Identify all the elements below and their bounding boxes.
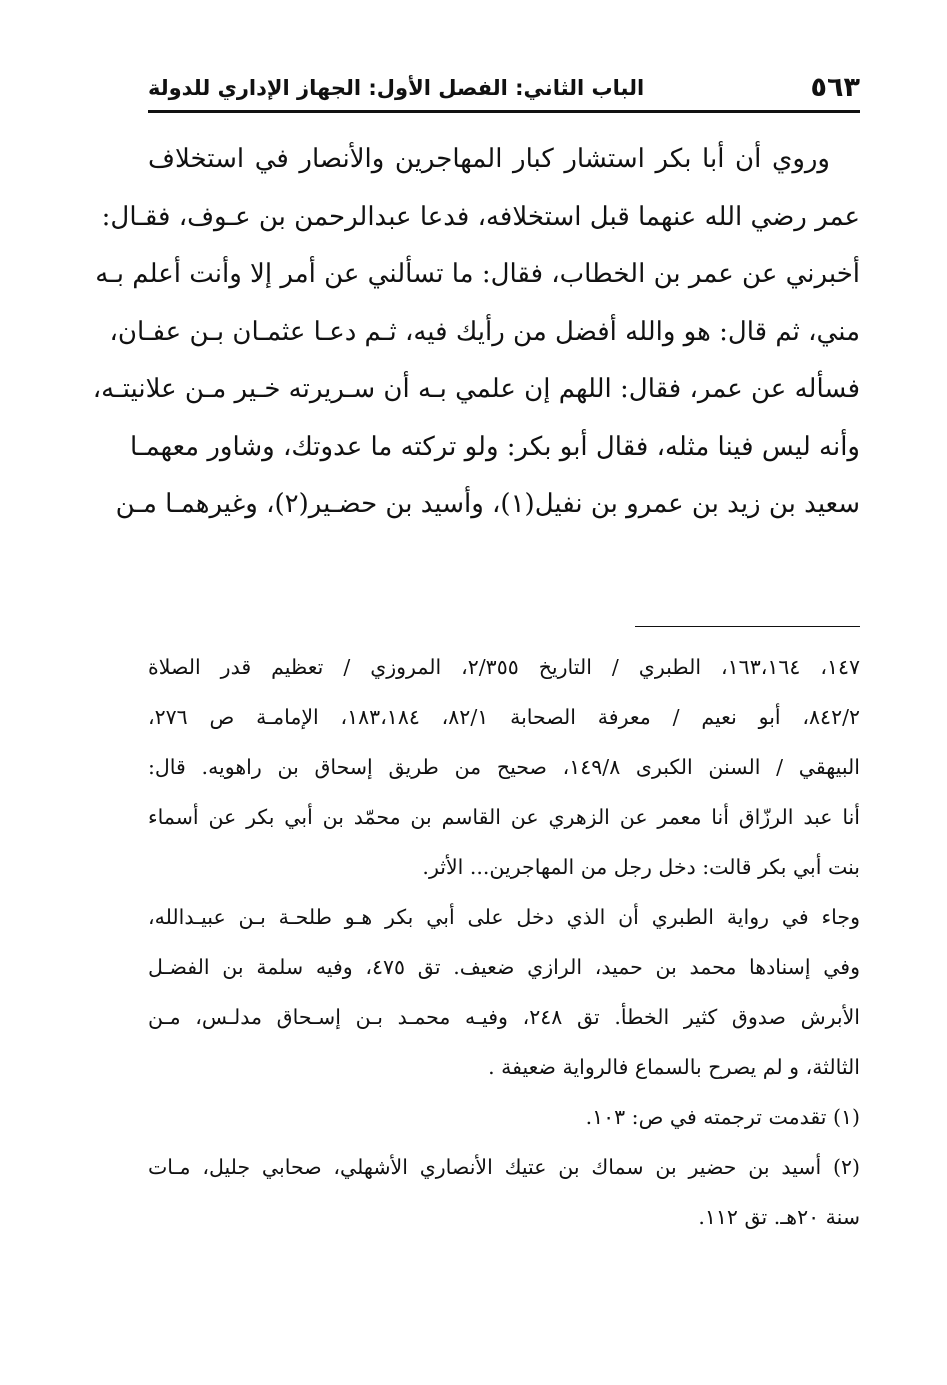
- main-text-line: أخبرني عن عمر بن الخطاب، فقال: ما تسألني عن أمر إلا وأنت أعلم بـه: [95, 259, 860, 289]
- footnote-separator: [635, 626, 860, 627]
- main-text-line: وأنه ليس فينا مثله، فقال أبو بكر: ولو تركته ما عدوتك، وشاور معهمـا: [130, 431, 860, 462]
- footnote-line: وجاء في رواية الطبري أن الذي دخل على أبي بكر هـو طلحـة بـن عبيـدالله،: [148, 905, 860, 929]
- footnote-line: أنا عبد الرزّاق أنا معمر عن الزهري عن القاسم بن محمّد بن أبي بكر عن أسماء: [148, 805, 860, 829]
- footnote-line: ٨٤٢/٢، أبو نعيم / معرفة الصحابة ٨٢/١، ١٨٣،١٨٤، الإمامـة ص ٢٧٦،: [148, 705, 860, 729]
- footnotes: [148, 642, 860, 1242]
- footnote-2: (٢) أسيد بن حضير بن سماك بن عتيك الأنصاري الأشهلي، صحابي جليل، مـات: [148, 1155, 860, 1179]
- header-rule: [148, 110, 860, 113]
- chapter-title: الباب الثاني: الفصل الأول: الجهاز الإداري للدولة: [148, 76, 645, 100]
- footnote-line: الأبرش صدوق كثير الخطأ. تق ٢٤٨، وفيـه محمـد بـن إسـحاق مدلـس، مـن: [148, 1005, 860, 1029]
- page-number: ٥٦٣: [810, 72, 860, 103]
- footnote-line: بنت أبي بكر قالت: دخل رجل من المهاجرين... الأثر.: [422, 855, 860, 879]
- document-page: [92, 70, 860, 1229]
- footnote-1: (١) تقدمت ترجمته في ص: ١٠٣.: [585, 1105, 860, 1129]
- main-text-line: وروي أن أبا بكر استشار كبار المهاجرين والأنصار في استخلاف: [148, 144, 830, 174]
- footnote-line: البيهقي / السنن الكبرى ١٤٩/٨، صحيح من طريق إسحاق بن راهويه. قال:: [148, 755, 860, 779]
- running-header: [148, 70, 860, 106]
- main-text-line: سعيد بن زيد بن عمرو بن نفيل(١)، وأسيد بن حضـير(٢)، وغيرهمـا مـن: [115, 489, 860, 519]
- main-text: [92, 131, 860, 534]
- footnote-line: الثالثة، و لم يصرح بالسماع فالرواية ضعيفة .: [488, 1055, 860, 1079]
- main-text-line: عمر رضي الله عنهما قبل استخلافه، فدعا عبدالرحمن بن عـوف، فقـال:: [101, 201, 860, 232]
- footnote-line: وفي إسنادها محمد بن حميد، الرازي ضعيف. تق ٤٧٥، وفيه سلمة بن الفضـل: [148, 955, 860, 979]
- footnote-2-continuation: سنة ٢٠هـ. تق ١١٢.: [698, 1205, 860, 1229]
- footnote-line: ١٤٧، ١٦٣،١٦٤، الطبري / التاريخ ٢/٣٥٥، المروزي / تعظيم قدر الصلاة: [148, 655, 860, 679]
- main-text-line: فسأله عن عمر، فقال: اللهم إن علمي بـه أن سـريرته خـير مـن علانيتـه،: [92, 374, 860, 404]
- main-text-line: مني، ثم قال: هو والله أفضل من رأيك فيه، ثـم دعـا عثمـان بـن عفـان،: [109, 316, 860, 347]
